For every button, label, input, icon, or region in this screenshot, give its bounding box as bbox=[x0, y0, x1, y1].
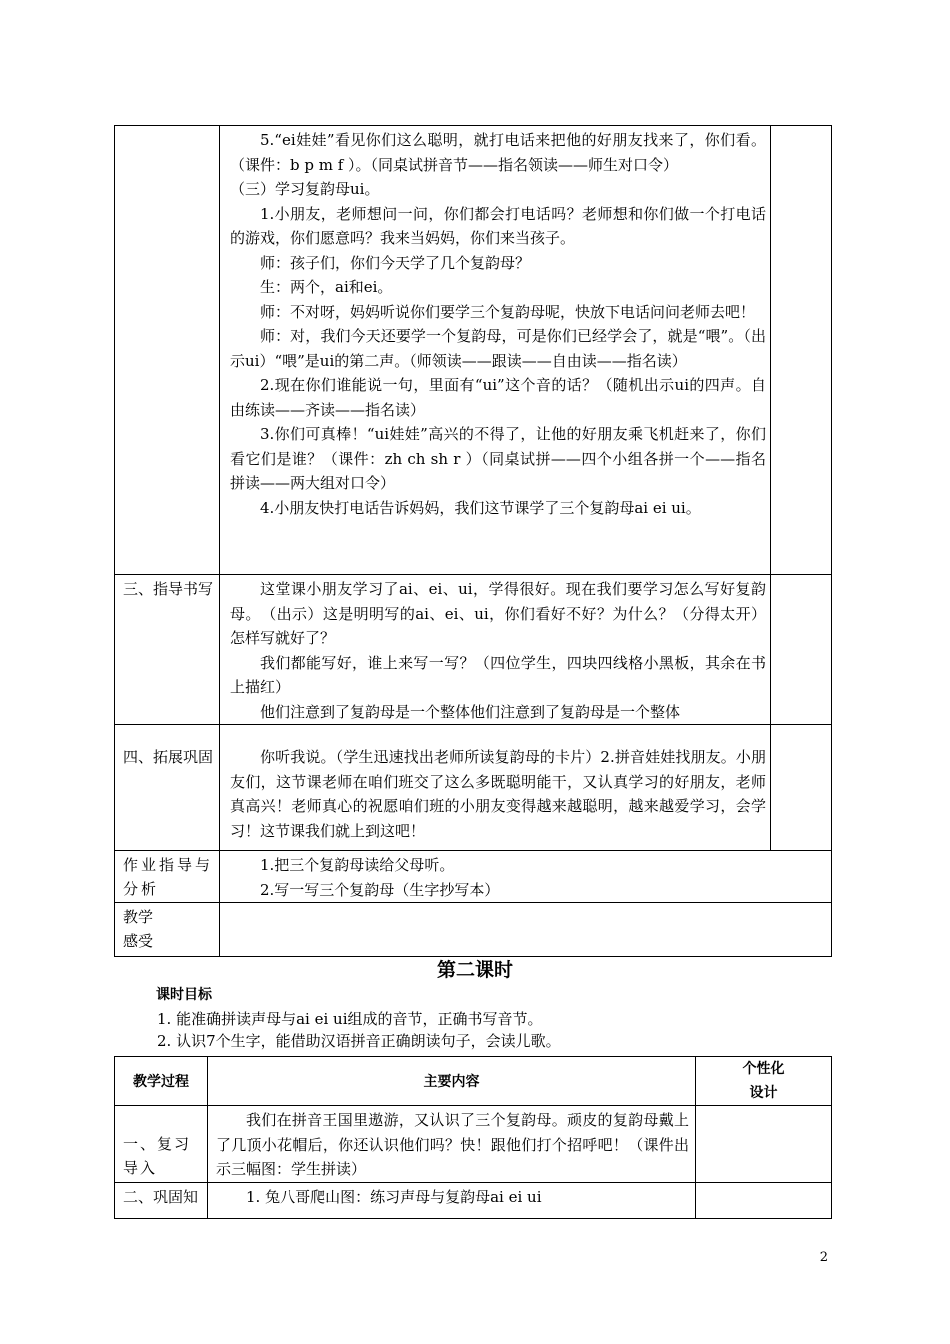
paragraph: 生：两个，ai和ei。 bbox=[260, 278, 393, 296]
content-cell bbox=[208, 1106, 696, 1183]
paragraph: 1.小朋友，老师想问一问，你们都会打电话吗？老师想和你们做一个打电话的游戏，你们愿意吗？我来当妈妈，你们来当孩子。 bbox=[230, 204, 766, 247]
process-label bbox=[115, 903, 220, 957]
lesson-table-2 bbox=[114, 1056, 832, 1219]
header-content: 主要内容 bbox=[208, 1057, 696, 1106]
table-row bbox=[115, 725, 832, 851]
design-cell bbox=[771, 725, 832, 851]
content-cell bbox=[220, 126, 771, 575]
paragraph: 3.你们可真棒！“ui娃娃”高兴的不得了，让他的好朋友乘飞机赶来了，你们看它们是谁？（课件：zh ch sh r ）（同桌试拼——四个小组各拼一个——指名拼读——两大组对口令） bbox=[230, 425, 766, 492]
header-design-line: 设计 bbox=[749, 1085, 778, 1101]
table-row bbox=[115, 851, 832, 903]
table-row bbox=[115, 903, 832, 957]
paragraph: 我们在拼音王国里遨游，又认识了三个复韵母。顽皮的复韵母戴上了几顶小花帽后，你还认识他们吗？快！跟他们打个招呼吧！（课件出示三幅图：学生拼读） bbox=[216, 1111, 689, 1178]
paragraph: 你听我说。（学生迅速找出老师所读复韵母的卡片）2.拼音娃娃找朋友。小朋友们，这节课老师在咱们班交了这么多既聪明能干，又认真学习的好朋友，老师真高兴！老师真心的祝愿咱们班的小朋友变得越来越聪明，越来越爱学习，会学习！这节课我们就上到这吧！ bbox=[230, 748, 766, 840]
goal-item: 1. 能准确拼读声母与ai ei ui组成的音节，正确书写音节。 bbox=[157, 1010, 543, 1028]
paragraph: 师：不对呀，妈妈听说你们要学三个复韵母呢，快放下电话问问老师去吧！ bbox=[260, 302, 756, 321]
paragraph: 他们注意到了复韵母是一个整体他们注意到了复韵母是一个整体 bbox=[260, 702, 681, 721]
paragraph: 1. 兔八哥爬山图：练习声母与复韵母ai ei ui bbox=[246, 1187, 542, 1206]
content-cell bbox=[208, 1182, 696, 1218]
design-cell bbox=[696, 1182, 832, 1218]
paragraph: （三）学习复韵母ui。 bbox=[230, 180, 380, 198]
design-cell bbox=[771, 575, 832, 725]
label-line: 教学 bbox=[123, 908, 154, 926]
content-cell bbox=[220, 575, 771, 725]
page-number: 2 bbox=[819, 1250, 828, 1265]
table-row bbox=[115, 575, 832, 725]
paragraph: 4.小朋友快打电话告诉妈妈，我们这节课学了三个复韵母ai ei ui。 bbox=[260, 498, 701, 517]
process-label: 作业指导与分析 bbox=[115, 851, 220, 903]
content-cell bbox=[220, 903, 832, 957]
process-label: 二、巩固知 bbox=[115, 1182, 208, 1218]
table-row bbox=[115, 1182, 832, 1218]
goals-heading: 课时目标 bbox=[156, 987, 212, 1003]
content-cell bbox=[220, 725, 771, 851]
paragraph: 2.写一写三个复韵母（生字抄写本） bbox=[260, 880, 500, 899]
process-label: 三、指导书写 bbox=[115, 575, 220, 725]
paragraph: 我们都能写好，谁上来写一写？（四位学生，四块四线格小黑板，其余在书上描红） bbox=[230, 653, 766, 696]
paragraph: 5.“ei娃娃”看见你们这么聪明，就打电话来把他的好朋友找来了，你们看。（课件：b p m f ）。（同桌试拼音节——指名领读——师生对口令） bbox=[230, 131, 766, 174]
table-row bbox=[115, 126, 832, 575]
process-label: 四、拓展巩固 bbox=[115, 725, 220, 851]
process-cell bbox=[115, 126, 220, 575]
paragraph: 师：孩子们，你们今天学了几个复韵母？ bbox=[260, 253, 531, 272]
goal-item: 2. 认识7个生字，能借助汉语拼音正确朗读句子，会读儿歌。 bbox=[157, 1032, 561, 1050]
paragraph: 师：对，我们今天还要学一个复韵母，可是你们已经学会了，就是“喂”。（出示ui）“喂”是ui的第二声。（师领读——跟读——自由读——指名读） bbox=[230, 327, 766, 370]
header-design-line: 个性化 bbox=[742, 1061, 785, 1077]
paragraph: 1.把三个复韵母读给父母听。 bbox=[260, 856, 455, 874]
lesson-table-1 bbox=[114, 125, 832, 957]
process-label: 一、复习导入 bbox=[115, 1106, 208, 1183]
table-header-row bbox=[115, 1057, 832, 1106]
design-cell bbox=[696, 1106, 832, 1183]
paragraph: 这堂课小朋友学习了ai、ei、ui，学得很好。现在我们要学习怎么写好复韵母。 （出示）这是明明写的ai、ei、ui，你们看好不好？为什么？（分得太开）怎样写就好了？ bbox=[230, 580, 766, 647]
design-cell bbox=[771, 126, 832, 575]
content-cell bbox=[220, 851, 832, 903]
table-row bbox=[115, 1106, 832, 1183]
paragraph: 2.现在你们谁能说一句，里面有“ui”这个音的话？（随机出示ui的四声。自由练读——齐读——指名读） bbox=[230, 376, 766, 419]
label-line: 感受 bbox=[123, 932, 154, 950]
header-design bbox=[696, 1057, 832, 1106]
header-process: 教学过程 bbox=[115, 1057, 208, 1106]
section-title: 第二课时 bbox=[436, 959, 513, 981]
